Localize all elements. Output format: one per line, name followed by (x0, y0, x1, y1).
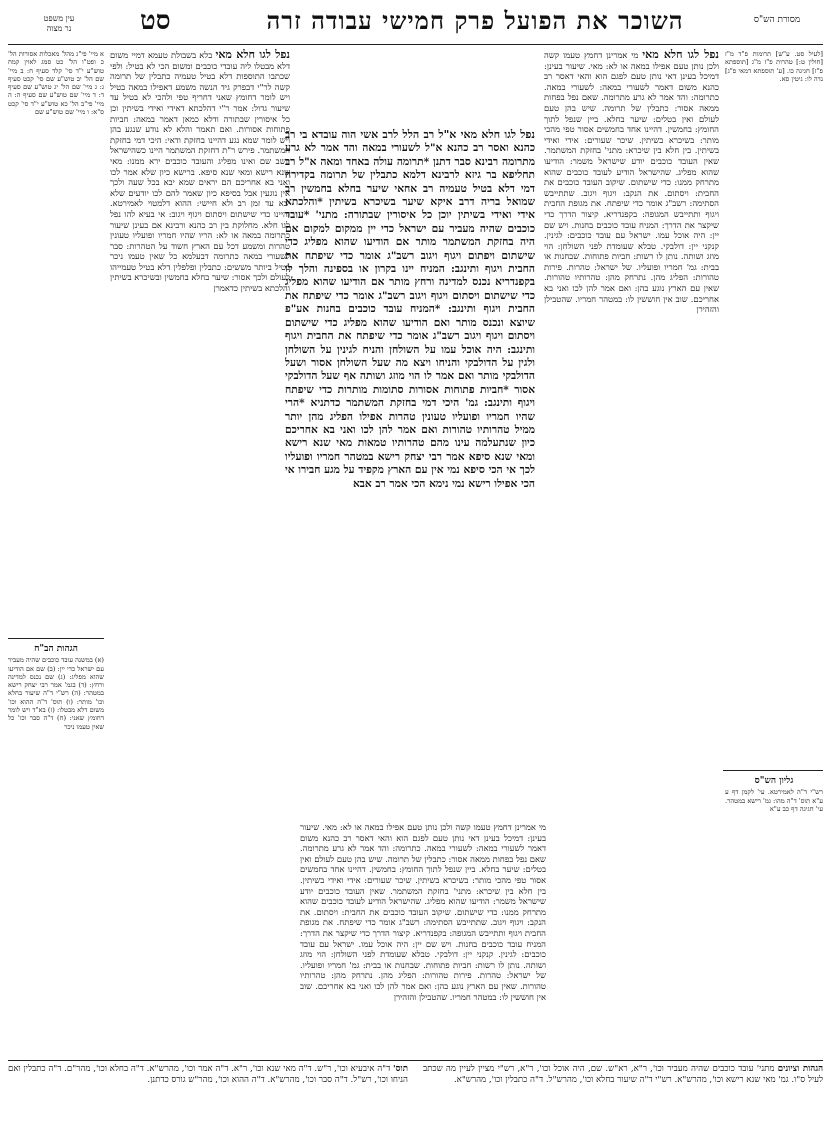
gemara-main-text (285, 128, 535, 818)
ein-mishpat-title: עין משפט נר מצוה (43, 14, 75, 33)
page-number: סט (140, 6, 171, 36)
gemara-opening: נפל לגו חלא מאי א"ל רב הלל לרב אשי (360, 128, 535, 141)
gemara-body: הוה עובדא בי רב כהנא ואסר רב כהנא א"ל לשעורי במאה והד אמר לא גרע מתרומה רבינא סבר דתנן *תרומה עולה באחד ומאה א"ל רב תחליפא בר גיזא לרבינא דלמא כתבלין של תרומה בקדירה דמי דלא בטיל טעמיה רב אחאי שיער בחלא בחמשין רב שמואל בריה דרב איקא שיער בשיכרא בשיתין *והלכתא אידי ואידי בשיתין יוכן כל איסורין שבתורה: מתני' *עובד כוכבים שהיה מעביר עם ישראל כדי יין ממקום למקום אם היה בחזקת המשתמר מותר אם הודיעו שהוא מפליג כדי שישתום ויפתום ויגוף ויגוב רשב"ג אומר כדי שיפתח את החבית ויגוף ותינגב: המניח יינו בקרון או בספינה והלך לו בקפנדריא נכנס למדינה ורחץ מותר אם הודיעו שהוא מפליג כדי שישתום ויסתום ויגוף ויגוב רשב"ג אומר כדי שיפתח את החבית ויגוף ותינגב: *המניח עובד כוכבים בחנות אע"פ שיוצא ונכנס מותר ואם הודיעו שהוא מפליג כדי שישתום ויסתום ויגוף ויגוב רשב"ג אומר כדי שיפתח את החבית ויגוף ותינגב: היה אוכל עמו על השולחן והניח לגינין על השולחן ולגין על הדולבקי והניחו ויצא מה שעל השולחן אסור ושעל הדולבקי מותר ואם אמר לו הוי מוזג ושותה אף שעל הדולבקי אסור *חביות פתוחות אסורות סתומות מותרות כדי שיפתח ויגוף ותינגב: גמ' היכי דמי בחזקת המשתמר כדתניא *הרי שהיו חמריו ופועליו טעונין טהרות אפילו הפליג מהן יותר ממיל טהרותיו טהורות ואם אמר להן לכו ואני בא אחריכם כיון שנתעלמה עינו מהם טהרותיו טמאות מאי שנא רישא ומאי שנא סיפא אמר רבי יצחק רישא במטהר חמריו ופועליו לכך אי הכי סיפא נמי אין עם הארץ מקפיד על מגע חבירו אי הכי אפילו רישא נמי נימא הכי אמר רב אבא (285, 129, 535, 490)
footer-rule (8, 1060, 823, 1061)
hagahot-box-border (8, 638, 104, 639)
gilyon-heading: גליון הש"ס (754, 776, 794, 786)
footer-left-text: ד"ה איבעיא וכו', ר"ש. ד"ה מאי שנא וכו', ר"א. ד"ה אמר וכו', מהרש"א. ד"ה בחלא וכו', מהר"ם. ד"ה כתבלין ואם הניחו וכו', רש"ל. ד"ה סבר וכו', מהרש"א. ד"ה ההוא וכו', מהר"ש גורס כדתנן. (8, 1064, 408, 1085)
tosafot-commentary (110, 50, 290, 980)
rashi-heading: נפל לגו חלא מאי (642, 48, 719, 61)
gilyon-box-border (723, 770, 823, 771)
masoret-column (725, 50, 823, 740)
ein-mishpat-column (8, 50, 104, 610)
tosafot-text: בלא בשבולת טעמא דמיי משום דלא מבטלו ליה עובדי כוכבים ומשום הכי לא בטיל: ולפי שכתבו התוספות דלא בטיל טעמיה כתבלין של תרומה קשה לר"י דבפרק גיד הנשה משמע דאפילו במאה בטיל ויש לומר דחומץ שאני דחריף טפי ולהכי לא בטיל עד שיעור גדול: אמר ר"י דהלכתא דאידי ואידי בשיתין וכן כל איסורין שבתורה ודלא כמאן דאמר במאה: חביות פתוחות אסורות. ואם תאמר והלא לא נודע שנגע בהן ויש לומר שמא נגע דהיינו בחזקת ודאי: היכי דמי בחזקת המשתמר. פירש ר"ת דחזקת המשתמר היינו כשהישראל יושב שם ואינו מפליג והעובד כוכבים ירא ממנו: מאי שנא רישא ומאי שנא סיפא. ברישא כיון שלא אמר לכו ואני בא אחריכם הם יראים שמא יבא בכל שעה ולכך אין נוגעין אבל בסיפא כיון שאמר להם לכו יודעים שלא יבא עד זמן רב ולא חיישי: ההוא דלמטוי לאמירטא. והיינו כדי שישתום ויסתום ויגוף ויגוב: אי בעיא להו נפל לגו חלא. מחלוקת בין רב כהנא ורבינא אם בעינן שיעור כתרומה במאה או לא: הריו שהיו חמריו ופועליו טעונין טהרות ומשמע דכל עם הארץ חשוד על הטהרות: סבר לשעורי במאה כתרומה דבעלמא כל שאין טעמו ניכר בטיל ביותר מששים: כתבלין ופלפלין דלא בטיל טעמייהו לעולם ולכך אסור: שיער בחלא בחמשין ובשיכרא בשיתין והלכתא בשיתין כדאמרן (110, 50, 290, 294)
footer-right-label: הגהות וציונים (777, 1064, 824, 1074)
masoret-text: [לעיל סט. ע"ש] תרומות פ"ד מ"ז [חולין ט:] טהרות פ"ז מ"ג [תוספתא פ"ז] חגיגה כו. [ע' תוספתא דמאי פ"ג] נדה לו: גיטין סא. (725, 50, 823, 83)
footer-right (423, 1064, 823, 1128)
rashi-text: מי אמרינן דחמץ טעמו קשה ולכן נותן טעם אפילו במאה או לא: מאי. שיעור בעינן: דמיכל בעינן דאי נותן טעם לפגם הוא והאי דאסר רב כהנא משום דאמר לשעורי במאה: לשעורי במאה. כתרומה: והד אמר לא גרע מתרומה. שאם נפל בפחות ממאה אסור: כתבלין של תרומה. שיש בהן טעם לעולם ואין בטלים: שיער בחלא. ביין שנפל לתוך החומץ: בחמשין. דהיינו אחד בחמשים אסור טפי מהכי מותר: בשיכרא בשיתין. שיכר שעורים: אידי ואידי בשיתין. בין חלא בין שיכרא: מתני' בחזקת המשתמר. שאין העובד כוכבים יודע שישראל משמר: הודיעו שהוא מפליג. שהישראל הודיע לעובד כוכבים שהוא מתרחק ממנו: כדי שישתום. שיקוב העובד כוכבים את החבית: ויסתום. את הנקב: ויגוף ויגוב. שתתייבש הסתימה: רשב"ג אומר כדי שיפתח. את מגופת החבית ויגוף ותתייבש המגופה: בקפנדריא. קיצור הדרך כדי שיקצר את הדרך: המניח עובד כוכבים בחנות. ויש שם יין: היה אוכל עמו. ישראל עם עובד כוכבים: לגינין. קנקני יין: דולבקי. טבלא שעומדת לפני השולחן: הוי מוזג ושותה. נותן לו רשות: חביות פתוחות. שבחנות או בבית: גמ' חמריו ופועליו. של ישראל: טהרות. פירות טהורות: הפליג מהן. נתרחק מהן: טהרותיו טהורות. שאין עם הארץ נוגע בהן: ואם אמר להן לכו ואני בא אחריכם. שוב אין חוששין לו: במטהר חמריו. שהטבילן והזהירן (544, 50, 719, 315)
footer-left-label: תוס' (393, 1064, 408, 1074)
header-rule (8, 44, 823, 45)
footer-left (8, 1064, 408, 1128)
masoret-hashas-title: מסורת הש"ס (753, 15, 801, 25)
hagahot-text: (א) במשנה עובד כוכבים שהיה מעביר עם ישראל כדי יין: (ב) שם אם הודיעו שהוא מפליג: (ג) שם נכנס למדינה ורחץ: (ד) בגמ' אמר רבי יצחק רישא במטהר: (ה) רש"י ד"ה שיעור בחלא וכו' מותר: (ו) תוס' ד"ה ההוא וכו' משום דלא מבטלו: (ז) בא"ד ויש לומר דחומץ שאני: (ח) ד"ה סבר וכו' כל שאין טעמו ניכר (8, 656, 104, 731)
hagahot-habach (8, 642, 104, 1032)
hagahot-heading: הגהות הב"ח (34, 644, 78, 654)
rashi-commentary (544, 50, 719, 980)
gilyon-text: רש"י ד"ה לאמירטא. עי' לקמן דף ע ע"א תוס' ד"ה מהו: גמ' רישא במטהר. עי' חגיגה דף כב ע"א (725, 788, 823, 813)
gilyon-hashas (725, 774, 823, 854)
footer-right-text: מתני' עובד כוכבים שהיה מעביר וכו', ר"א, רא"ש. שם, היה אוכל וכו', ר"א, רש"י מציין לעיין מה שכתב לעיל ס"ו. גמ' מאי שנא רישא וכו', מהרש"א. רש"י ד"ה שיעור בחלא וכו', מהרש"ל. ד"ה כתבלין וכו', מהרש"א. (423, 1064, 823, 1085)
tosafot-lower-text: מי אמרינן דחמץ טעמו קשה ולכן נותן טעם אפילו במאה או לא: מאי. שיעור בעינן: דמיכל בעינן דאי נותן טעם לפגם הוא והאי דאסר רב כהנא משום דאמר לשעורי במאה: לשעורי במאה. כתרומה: והד אמר לא גרע מתרומה. שאם נפל בפחות ממאה אסור: כתבלין של תרומה. שיש בהן טעם לעולם ואין בטלים: שיער בחלא. ביין שנפל לתוך החומץ: בחמשין. דהיינו אחד בחמשים אסור טפי מהכי מותר: בשיכרא בשיתין. שיכר שעורים: אידי ואידי בשיתין. בין חלא בין שיכרא: מתני' בחזקת המשתמר. שאין העובד כוכבים יודע שישראל משמר: הודיעו שהוא מפליג. שהישראל הודיע לעובד כוכבים שהוא מתרחק ממנו: כדי שישתום. שיקוב העובד כוכבים את החבית: ויסתום. את הנקב: ויגוף ויגוב. שתתייבש הסתימה: רשב"ג אומר כדי שיפתח. את מגופת החבית ויגוף ותתייבש המגופה: בקפנדריא. קיצור הדרך כדי שיקצר את הדרך: המניח עובד כוכבים בחנות. ויש שם יין: היה אוכל עמו. ישראל עם עובד כוכבים: לגינין. קנקני יין: דולבקי. טבלא שעומדת לפני השולחן: הוי מוזג ושותה. נותן לו רשות: חביות פתוחות. שבחנות או בבית: גמ' חמריו ופועליו. של ישראל: טהרות. פירות טהורות: הפליג מהן. נתרחק מהן: טהרותיו טהורות. שאין עם הארץ נוגע בהן: ואם אמר להן לכו ואני בא אחריכם. שוב אין חוששין לו: במטהר חמריו. שהטבילן והזהירן (300, 822, 546, 1002)
ein-mishpat-text: א מיי' פי"ג מהל' מאכלות אסורות הל' כ ופט"ו הל' כט סמג לאוין קמח טוש"ע י"ד סי' קלד סעיף ח: ב מיי' שם הל' יב טוש"ע שם סי' קכט סעיף ג: ג מיי' שם הל' יג טוש"ע שם סעיף ד: ד מיי' שם טוש"ע שם סעיף ה: ה מיי' פי"ב הל' כא טוש"ע י"ד סי' קכט ס"א: ו מיי' שם טוש"ע שם (8, 50, 104, 117)
page-title: השוכר את הפועל פרק חמישי עבודה זרה (266, 6, 684, 35)
tosafot-lower (300, 822, 546, 1002)
tosafot-heading: נפל לגו חלא מאי (215, 48, 290, 61)
